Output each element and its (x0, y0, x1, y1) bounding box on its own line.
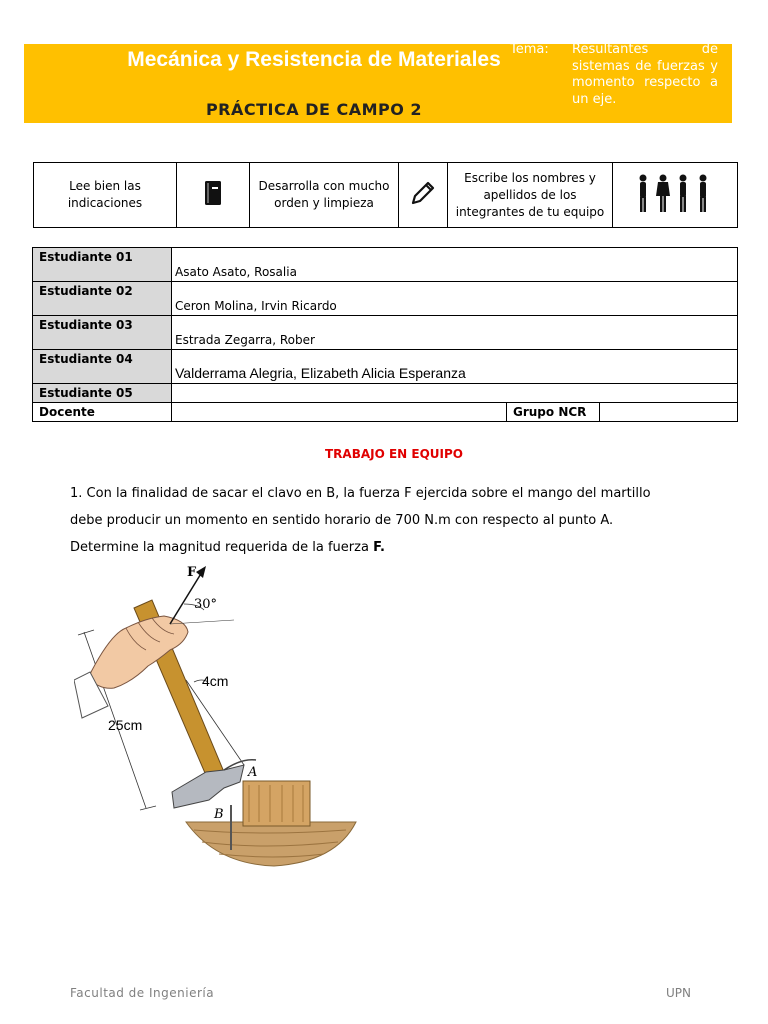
hammer-diagram (74, 560, 364, 880)
problem-statement (70, 480, 670, 561)
student-name-cell (172, 384, 738, 403)
student-name-cell (172, 350, 738, 384)
dist-25cm-label: 25cm (108, 717, 143, 733)
docente-label: Docente (33, 403, 172, 422)
grupo-value (600, 403, 738, 422)
point-b-label: B (214, 807, 224, 822)
hammer-figure (74, 560, 364, 885)
student-name-cell (172, 282, 738, 316)
instruction-names: Escribe los nombres y apellidos de los integrantes de tu equipo (448, 163, 613, 228)
pencil-icon-cell (399, 163, 448, 228)
tema-label: Tema: (510, 42, 549, 57)
student-row (33, 248, 738, 282)
student-name: Ceron Molina, Irvin Ricardo (175, 299, 337, 313)
people-icon (635, 173, 715, 213)
student-label: Estudiante 01 (33, 248, 172, 282)
force-arrow-head (196, 566, 206, 578)
student-row (33, 316, 738, 350)
student-label: Estudiante 02 (33, 282, 172, 316)
instructions-table (33, 162, 738, 228)
practice-subtitle: PRÁCTICA DE CAMPO 2 (205, 100, 423, 119)
notebook-icon-cell (177, 163, 250, 228)
footer-faculty: Facultad de Ingeniería (70, 986, 215, 1000)
student-name: Asato Asato, Rosalia (175, 265, 297, 279)
header-banner (24, 44, 732, 123)
wood-block (243, 781, 310, 826)
student-name: Valderrama Alegria, Elizabeth Alicia Esperanza (175, 365, 466, 381)
student-row (33, 350, 738, 384)
students-table (32, 247, 738, 422)
section-title: TRABAJO EN EQUIPO (324, 447, 463, 461)
wood-base (186, 822, 356, 866)
tema-text: Resultantes de sistemas de fuerzas y momento respecto a un eje. (572, 42, 718, 107)
docente-row (33, 403, 738, 422)
instruction-read: Lee bien las indicaciones (34, 163, 177, 228)
angle-label: 30° (194, 597, 218, 612)
docente-value (172, 403, 507, 422)
force-label: F (187, 565, 197, 580)
pencil-icon (410, 180, 436, 206)
people-icon-cell (613, 163, 738, 228)
grupo-label: Grupo NCR (507, 403, 600, 422)
footer-upn: UPN (666, 986, 691, 1000)
student-name: Estrada Zegarra, Rober (175, 333, 315, 347)
dist-4cm-label: 4cm (202, 673, 229, 689)
point-a-label: A (248, 765, 258, 780)
student-label: Estudiante 03 (33, 316, 172, 350)
student-row (33, 384, 738, 403)
course-title: Mecánica y Resistencia de Materiales (127, 48, 501, 71)
hammer-head (172, 765, 244, 808)
student-name-cell (172, 248, 738, 282)
instruction-order: Desarrolla con mucho orden y limpieza (250, 163, 399, 228)
student-name-cell (172, 316, 738, 350)
student-label: Estudiante 04 (33, 350, 172, 384)
notebook-icon (204, 180, 222, 206)
student-row (33, 282, 738, 316)
student-label: Estudiante 05 (33, 384, 172, 403)
problem-text: 1. Con la finalidad de sacar el clavo en B, la fuerza F ejercida sobre el mango del martillo debe producir un momento en sentido horario de 700 N.m con respecto al punto A. Determine la magnitud requerida de la fuerza (70, 486, 651, 555)
problem-bold-end: F. (373, 540, 385, 555)
